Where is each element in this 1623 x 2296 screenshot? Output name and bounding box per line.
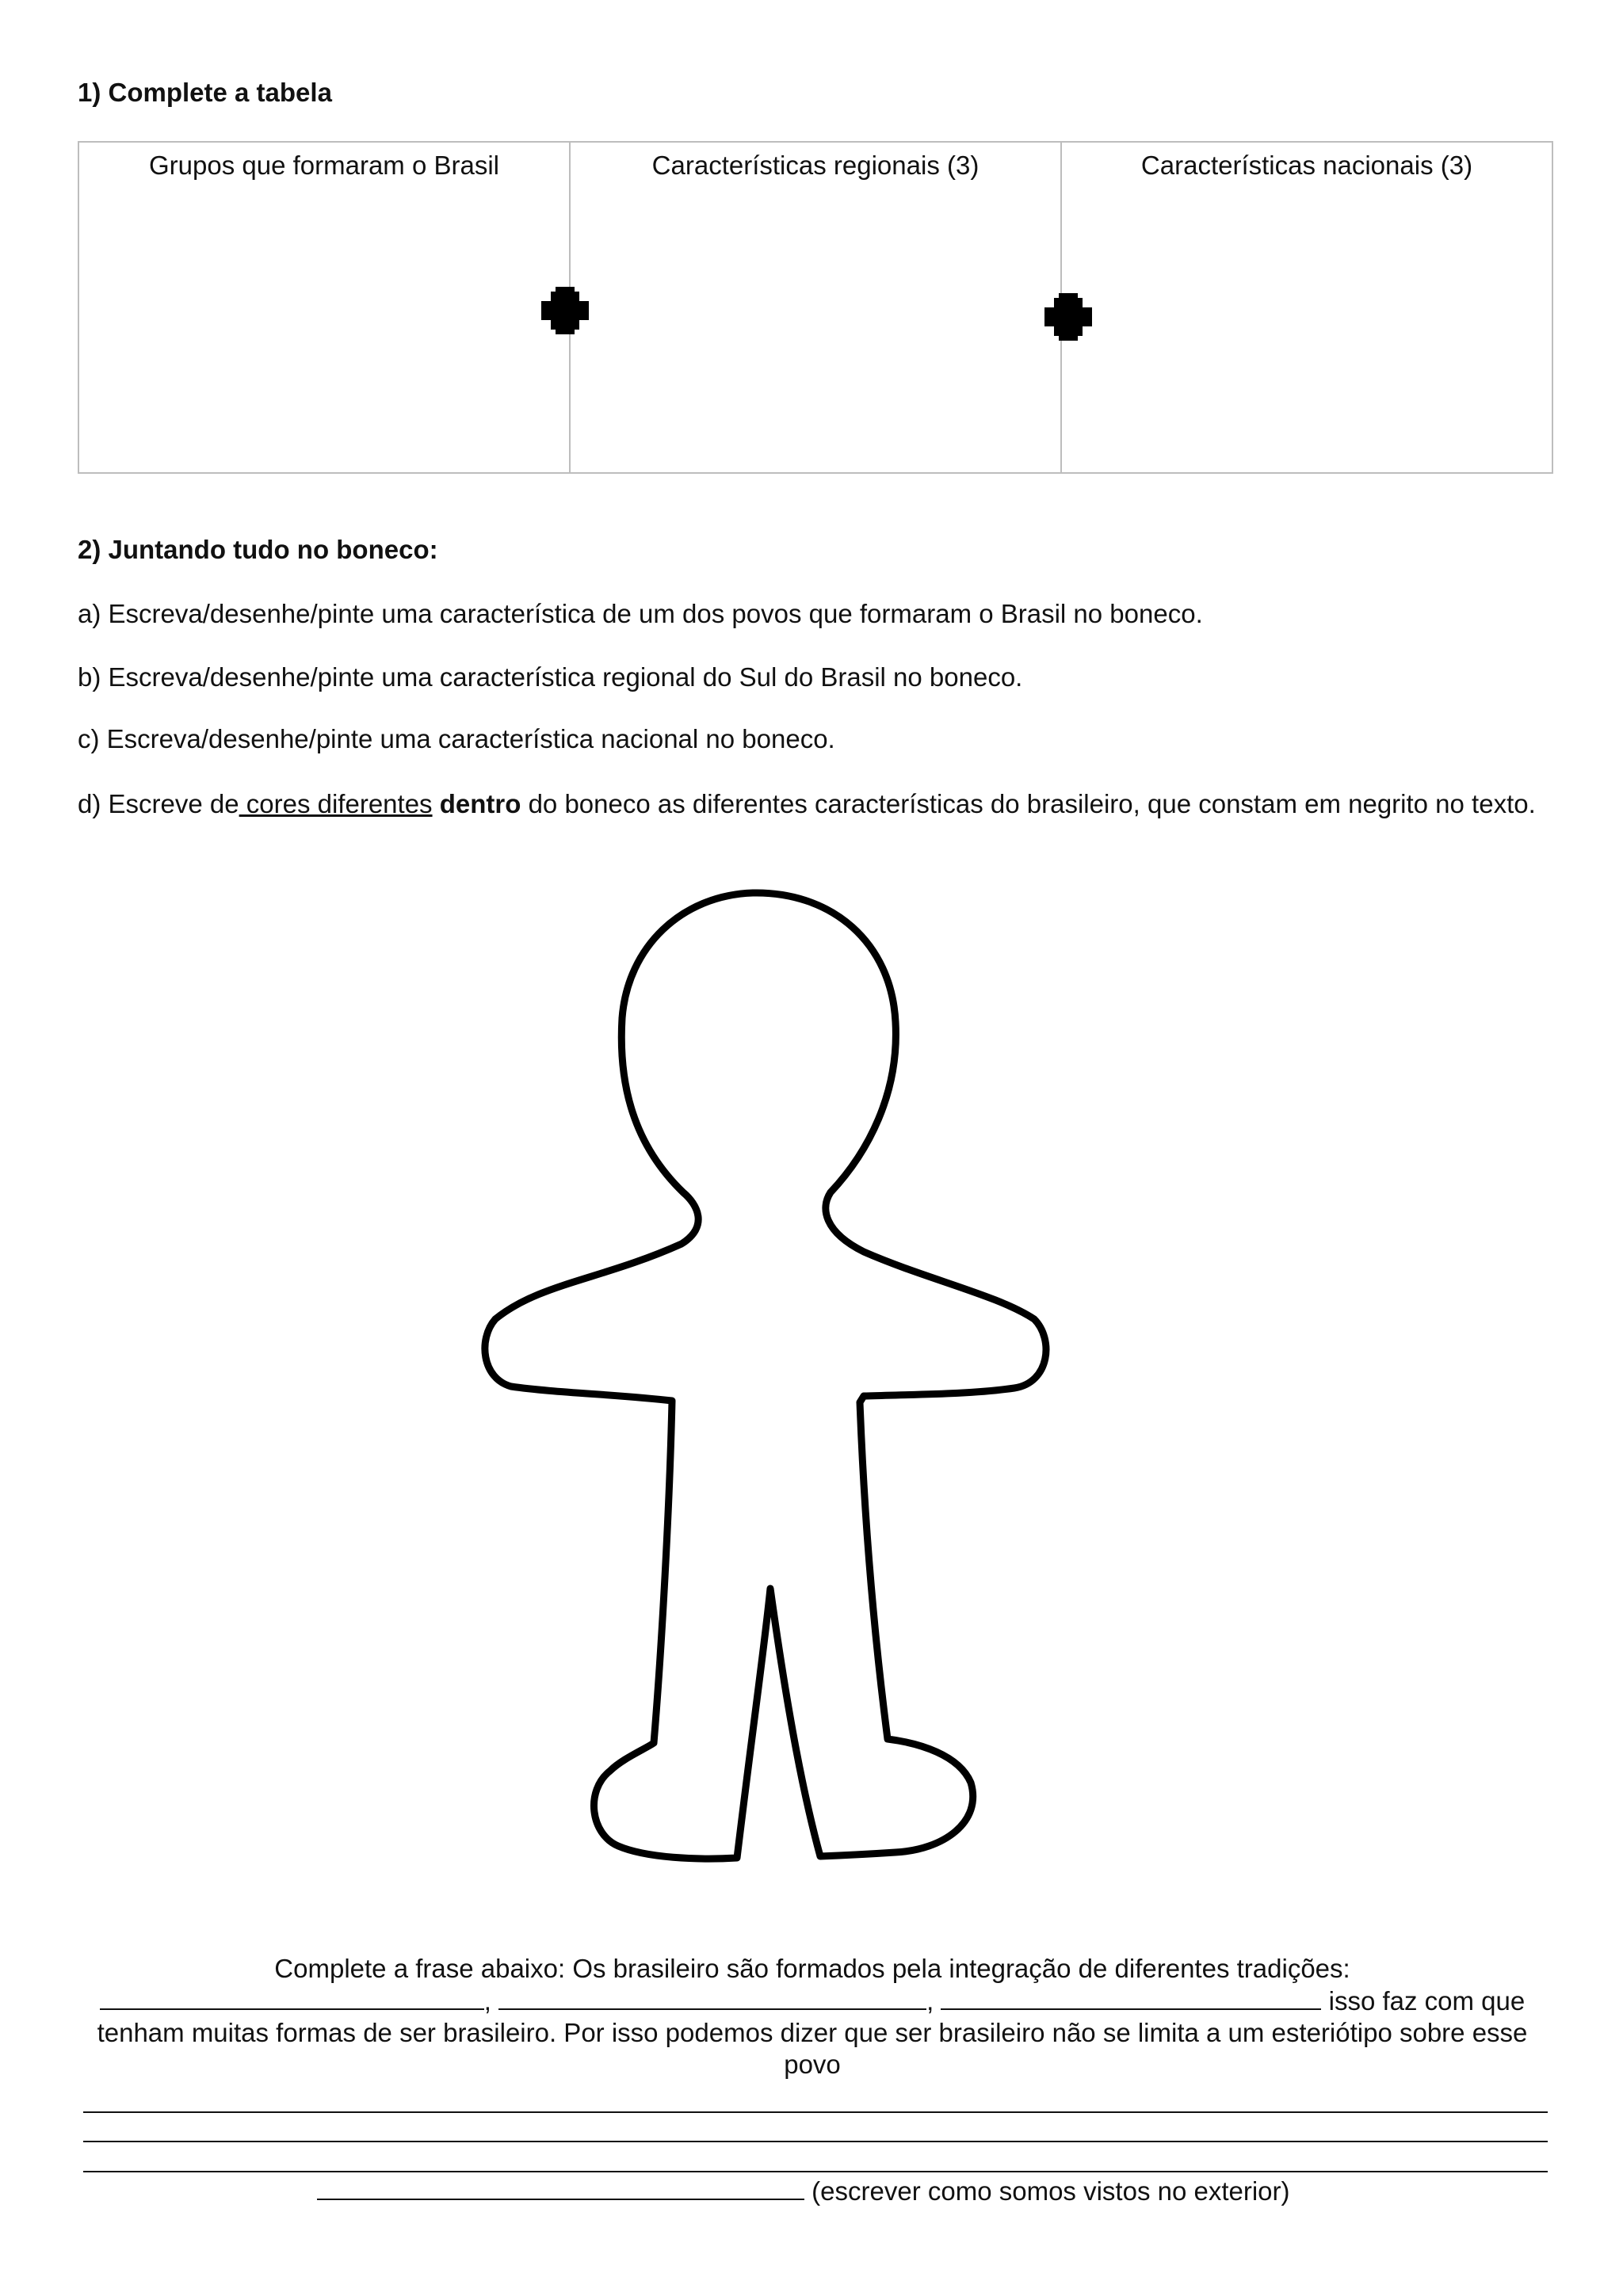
exterior-view-line [317,2175,1290,2207]
writing-line[interactable] [83,2171,1548,2172]
instruction-c: c) Escreva/desenhe/pinte uma característica nacional no boneco. [78,724,835,753]
plus-icon [1044,293,1092,341]
instruction-d-underlined: cores diferentes [239,789,433,818]
table-header-national: Características nacionais (3) [1061,142,1552,473]
writing-line[interactable] [83,2111,1548,2113]
instruction-d [78,788,1568,820]
completion-paragraph: Complete a frase abaixo: Os brasileiro são formados pela integração de diferentes tradições: , , isso faz com que tenham muitas formas de ser brasileiro. Por isso podemos dizer que ser brasileiro não se limita a um esteriótipo sobre esse povo [97,1954,1528,2079]
instruction-b: b) Escreva/desenhe/pinte uma característica regional do Sul do Brasil no boneco. [78,662,1023,692]
table-header-groups: Grupos que formaram o Brasil [78,142,570,473]
table-header-regional: Características regionais (3) [570,142,1061,473]
exterior-view-note: (escrever como somos vistos no exterior) [812,2176,1290,2206]
plus-icon [541,287,589,334]
completion-after: isso faz com que tenham muitas formas de ser brasileiro. Por isso podemos dizer que ser brasileiro não se limita a um esteriótipo sobre esse povo [97,1986,1528,2079]
answer-blank-exterior[interactable] [317,2175,804,2200]
instruction-a: a) Escreva/desenhe/pinte uma característica de um dos povos que formaram o Brasil no boneco. [78,599,1203,628]
writing-line[interactable] [83,2141,1548,2142]
answer-blank-3[interactable] [941,1985,1321,2010]
instruction-d-start: d) Escreve de [78,789,239,818]
section-1-heading: 1) Complete a tabela [78,78,332,107]
completion-intro: Complete a frase abaixo: Os brasileiro são formados pela integração de diferentes tradições: [274,1954,1350,1983]
instruction-d-end: do boneco as diferentes características do brasileiro, que constam em negrito no texto. [521,789,1536,818]
answer-blank-2[interactable] [498,1985,926,2010]
gingerbread-person-outline-icon [468,875,1070,1905]
characteristics-table [78,141,1553,474]
instruction-d-bold: dentro [439,789,521,818]
answer-blank-1[interactable] [100,1985,484,2010]
section-2-heading: 2) Juntando tudo no boneco: [78,535,438,564]
